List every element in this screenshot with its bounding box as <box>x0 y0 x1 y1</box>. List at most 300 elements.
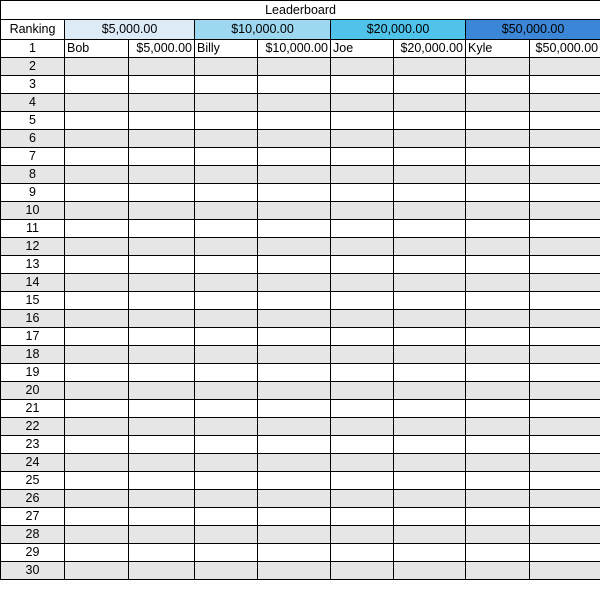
name-cell[interactable] <box>195 256 258 274</box>
name-cell[interactable] <box>331 400 394 418</box>
rank-cell[interactable]: 4 <box>1 94 65 112</box>
amount-cell[interactable] <box>394 472 466 490</box>
amount-cell[interactable] <box>394 508 466 526</box>
name-cell[interactable] <box>466 328 530 346</box>
name-cell[interactable] <box>331 562 394 580</box>
name-cell[interactable] <box>331 310 394 328</box>
amount-cell[interactable] <box>530 112 600 130</box>
amount-cell[interactable] <box>129 490 195 508</box>
name-cell[interactable] <box>331 202 394 220</box>
name-cell[interactable] <box>65 148 129 166</box>
amount-cell[interactable] <box>394 202 466 220</box>
amount-cell[interactable] <box>129 202 195 220</box>
name-cell[interactable] <box>195 166 258 184</box>
name-cell[interactable] <box>195 148 258 166</box>
rank-cell[interactable]: 27 <box>1 508 65 526</box>
rank-cell[interactable]: 18 <box>1 346 65 364</box>
amount-cell[interactable] <box>530 526 600 544</box>
name-cell[interactable] <box>331 58 394 76</box>
leaderboard-title-cell[interactable]: Leaderboard <box>1 1 600 20</box>
name-cell[interactable] <box>466 418 530 436</box>
name-cell[interactable] <box>331 274 394 292</box>
amount-cell[interactable] <box>530 58 600 76</box>
name-cell[interactable] <box>65 256 129 274</box>
amount-cell[interactable] <box>394 166 466 184</box>
table-row <box>1 148 600 166</box>
amount-cell[interactable] <box>129 274 195 292</box>
name-cell[interactable]: Billy <box>195 40 258 58</box>
name-cell[interactable] <box>65 76 129 94</box>
amount-cell[interactable] <box>394 148 466 166</box>
amount-cell[interactable] <box>129 292 195 310</box>
rank-cell[interactable]: 26 <box>1 490 65 508</box>
name-cell[interactable] <box>331 382 394 400</box>
name-cell[interactable] <box>65 490 129 508</box>
name-cell[interactable] <box>466 382 530 400</box>
amount-cell[interactable] <box>394 490 466 508</box>
rank-cell[interactable]: 8 <box>1 166 65 184</box>
amount-cell[interactable] <box>530 382 600 400</box>
amount-cell[interactable] <box>530 184 600 202</box>
name-cell[interactable] <box>65 418 129 436</box>
amount-cell[interactable] <box>258 508 331 526</box>
amount-cell[interactable] <box>129 112 195 130</box>
name-cell[interactable] <box>331 526 394 544</box>
name-cell[interactable] <box>466 454 530 472</box>
name-cell[interactable] <box>331 184 394 202</box>
amount-cell[interactable] <box>394 112 466 130</box>
amount-cell[interactable] <box>129 94 195 112</box>
name-cell[interactable] <box>65 526 129 544</box>
name-cell[interactable] <box>331 130 394 148</box>
name-cell[interactable] <box>466 166 530 184</box>
name-cell[interactable] <box>195 454 258 472</box>
name-cell[interactable]: Joe <box>331 40 394 58</box>
amount-cell[interactable] <box>394 544 466 562</box>
rank-cell[interactable]: 14 <box>1 274 65 292</box>
amount-cell[interactable] <box>258 58 331 76</box>
name-cell[interactable] <box>331 220 394 238</box>
name-cell[interactable] <box>466 364 530 382</box>
table-row <box>1 274 600 292</box>
rank-cell[interactable]: 28 <box>1 526 65 544</box>
name-cell[interactable] <box>195 544 258 562</box>
rank-cell[interactable]: 21 <box>1 400 65 418</box>
name-cell[interactable] <box>195 310 258 328</box>
name-cell[interactable] <box>195 418 258 436</box>
name-cell[interactable] <box>466 562 530 580</box>
name-cell[interactable] <box>466 76 530 94</box>
rank-cell[interactable]: 7 <box>1 148 65 166</box>
name-cell[interactable] <box>65 382 129 400</box>
table-row <box>1 346 600 364</box>
name-cell[interactable] <box>195 202 258 220</box>
name-cell[interactable] <box>65 112 129 130</box>
rank-cell[interactable]: 17 <box>1 328 65 346</box>
name-cell[interactable] <box>331 490 394 508</box>
rank-cell[interactable]: 29 <box>1 544 65 562</box>
amount-cell[interactable] <box>129 526 195 544</box>
name-cell[interactable] <box>331 238 394 256</box>
amount-cell[interactable] <box>394 418 466 436</box>
amount-cell[interactable] <box>394 310 466 328</box>
rank-cell[interactable]: 2 <box>1 58 65 76</box>
amount-cell[interactable] <box>394 328 466 346</box>
name-cell[interactable] <box>65 292 129 310</box>
amount-cell[interactable] <box>129 328 195 346</box>
name-cell[interactable]: Kyle <box>466 40 530 58</box>
name-cell[interactable] <box>331 328 394 346</box>
amount-cell[interactable] <box>258 544 331 562</box>
amount-cell[interactable] <box>258 400 331 418</box>
name-cell[interactable] <box>195 400 258 418</box>
rank-cell[interactable]: 19 <box>1 364 65 382</box>
table-row <box>1 220 600 238</box>
name-cell[interactable] <box>331 148 394 166</box>
name-cell[interactable] <box>331 508 394 526</box>
amount-cell[interactable] <box>530 418 600 436</box>
tier-header-cell-5000[interactable]: $5,000.00 <box>65 20 195 40</box>
name-cell[interactable] <box>195 328 258 346</box>
name-cell[interactable] <box>65 346 129 364</box>
amount-cell[interactable] <box>530 76 600 94</box>
amount-cell[interactable] <box>129 364 195 382</box>
name-cell[interactable] <box>466 112 530 130</box>
amount-cell[interactable] <box>530 292 600 310</box>
amount-cell[interactable] <box>258 364 331 382</box>
table-row <box>1 436 600 454</box>
amount-cell[interactable] <box>394 238 466 256</box>
name-cell[interactable] <box>65 544 129 562</box>
name-cell[interactable] <box>466 508 530 526</box>
name-cell[interactable] <box>195 112 258 130</box>
name-cell[interactable] <box>331 256 394 274</box>
name-cell[interactable] <box>466 472 530 490</box>
amount-cell[interactable] <box>129 256 195 274</box>
name-cell[interactable] <box>195 130 258 148</box>
amount-cell[interactable] <box>258 130 331 148</box>
table-row <box>1 202 600 220</box>
amount-cell[interactable] <box>258 94 331 112</box>
name-cell[interactable] <box>466 148 530 166</box>
rank-cell[interactable]: 12 <box>1 238 65 256</box>
amount-cell[interactable] <box>258 562 331 580</box>
amount-cell[interactable] <box>530 472 600 490</box>
amount-cell[interactable] <box>394 256 466 274</box>
name-cell[interactable] <box>331 292 394 310</box>
name-cell[interactable] <box>65 274 129 292</box>
amount-cell[interactable] <box>129 418 195 436</box>
table-row <box>1 94 600 112</box>
name-cell[interactable] <box>195 382 258 400</box>
amount-cell[interactable] <box>530 364 600 382</box>
amount-cell[interactable] <box>394 94 466 112</box>
name-cell[interactable] <box>65 184 129 202</box>
amount-cell[interactable] <box>258 346 331 364</box>
amount-cell[interactable] <box>258 184 331 202</box>
name-cell[interactable] <box>195 274 258 292</box>
amount-cell[interactable] <box>394 454 466 472</box>
name-cell[interactable] <box>466 274 530 292</box>
name-cell[interactable] <box>65 400 129 418</box>
amount-cell[interactable] <box>129 400 195 418</box>
amount-cell[interactable] <box>394 382 466 400</box>
name-cell[interactable] <box>466 436 530 454</box>
rank-cell[interactable]: 9 <box>1 184 65 202</box>
table-row <box>1 418 600 436</box>
name-cell[interactable] <box>466 346 530 364</box>
amount-cell[interactable] <box>394 130 466 148</box>
rank-cell[interactable]: 13 <box>1 256 65 274</box>
name-cell[interactable] <box>65 364 129 382</box>
name-cell[interactable] <box>466 292 530 310</box>
amount-cell[interactable] <box>258 148 331 166</box>
amount-cell[interactable]: $20,000.00 <box>394 40 466 58</box>
amount-cell[interactable] <box>129 58 195 76</box>
amount-cell[interactable] <box>129 472 195 490</box>
table-row <box>1 328 600 346</box>
amount-cell[interactable] <box>258 202 331 220</box>
amount-cell[interactable] <box>258 454 331 472</box>
name-cell[interactable] <box>331 454 394 472</box>
amount-cell[interactable] <box>530 238 600 256</box>
name-cell[interactable] <box>195 364 258 382</box>
amount-cell[interactable] <box>530 202 600 220</box>
amount-cell[interactable]: $5,000.00 <box>129 40 195 58</box>
name-cell[interactable] <box>195 562 258 580</box>
name-cell[interactable] <box>466 184 530 202</box>
amount-cell[interactable] <box>129 346 195 364</box>
amount-cell[interactable] <box>530 274 600 292</box>
table-row <box>1 292 600 310</box>
amount-cell[interactable] <box>129 220 195 238</box>
amount-cell[interactable] <box>530 562 600 580</box>
table-row <box>1 490 600 508</box>
amount-cell[interactable] <box>530 94 600 112</box>
amount-cell[interactable] <box>258 328 331 346</box>
amount-cell[interactable] <box>258 256 331 274</box>
rank-cell[interactable]: 6 <box>1 130 65 148</box>
ranking-header-cell[interactable]: Ranking <box>1 20 65 40</box>
name-cell[interactable] <box>65 310 129 328</box>
amount-cell[interactable] <box>129 76 195 94</box>
amount-cell[interactable] <box>530 490 600 508</box>
amount-cell[interactable] <box>258 292 331 310</box>
name-cell[interactable] <box>65 58 129 76</box>
name-cell[interactable] <box>331 436 394 454</box>
name-cell[interactable] <box>195 220 258 238</box>
name-cell[interactable] <box>466 526 530 544</box>
amount-cell[interactable] <box>394 436 466 454</box>
name-cell[interactable] <box>65 130 129 148</box>
name-cell[interactable] <box>65 436 129 454</box>
name-cell[interactable] <box>65 472 129 490</box>
amount-cell[interactable] <box>258 238 331 256</box>
rank-cell[interactable]: 5 <box>1 112 65 130</box>
rank-cell[interactable]: 24 <box>1 454 65 472</box>
rank-cell[interactable]: 1 <box>1 40 65 58</box>
amount-cell[interactable] <box>258 490 331 508</box>
name-cell[interactable] <box>195 346 258 364</box>
name-cell[interactable] <box>466 256 530 274</box>
tier-header-cell-50000[interactable]: $50,000.00 <box>466 20 600 40</box>
name-cell[interactable] <box>195 436 258 454</box>
amount-cell[interactable] <box>394 364 466 382</box>
name-cell[interactable] <box>331 166 394 184</box>
amount-cell[interactable]: $10,000.00 <box>258 40 331 58</box>
amount-cell[interactable] <box>258 310 331 328</box>
table-row <box>1 562 600 580</box>
rank-cell[interactable]: 23 <box>1 436 65 454</box>
name-cell[interactable] <box>466 310 530 328</box>
amount-cell[interactable] <box>258 166 331 184</box>
amount-cell[interactable] <box>394 76 466 94</box>
rank-cell[interactable]: 20 <box>1 382 65 400</box>
name-cell[interactable] <box>466 202 530 220</box>
name-cell[interactable] <box>466 544 530 562</box>
name-cell[interactable] <box>466 400 530 418</box>
amount-cell[interactable] <box>258 220 331 238</box>
name-cell[interactable] <box>195 490 258 508</box>
amount-cell[interactable] <box>394 58 466 76</box>
header-row <box>1 20 600 40</box>
name-cell[interactable] <box>331 76 394 94</box>
name-cell[interactable] <box>65 328 129 346</box>
name-cell[interactable] <box>65 166 129 184</box>
name-cell[interactable] <box>331 418 394 436</box>
amount-cell[interactable] <box>394 526 466 544</box>
amount-cell[interactable] <box>530 148 600 166</box>
name-cell[interactable] <box>195 292 258 310</box>
amount-cell[interactable] <box>129 436 195 454</box>
table-row <box>1 472 600 490</box>
rank-cell[interactable]: 10 <box>1 202 65 220</box>
name-cell[interactable] <box>331 346 394 364</box>
rank-cell[interactable]: 30 <box>1 562 65 580</box>
rank-cell[interactable]: 16 <box>1 310 65 328</box>
name-cell[interactable] <box>195 58 258 76</box>
name-cell[interactable] <box>331 472 394 490</box>
name-cell[interactable] <box>65 94 129 112</box>
amount-cell[interactable] <box>394 220 466 238</box>
name-cell[interactable] <box>65 454 129 472</box>
amount-cell[interactable] <box>129 184 195 202</box>
name-cell[interactable] <box>331 112 394 130</box>
name-cell[interactable] <box>466 220 530 238</box>
amount-cell[interactable] <box>530 346 600 364</box>
amount-cell[interactable] <box>129 148 195 166</box>
amount-cell[interactable] <box>258 274 331 292</box>
amount-cell[interactable] <box>129 562 195 580</box>
amount-cell[interactable] <box>258 382 331 400</box>
amount-cell[interactable]: $50,000.00 <box>530 40 600 58</box>
amount-cell[interactable] <box>530 310 600 328</box>
amount-cell[interactable] <box>530 544 600 562</box>
name-cell[interactable] <box>65 220 129 238</box>
name-cell[interactable] <box>195 472 258 490</box>
rank-cell[interactable]: 25 <box>1 472 65 490</box>
amount-cell[interactable] <box>129 130 195 148</box>
table-row <box>1 382 600 400</box>
amount-cell[interactable] <box>530 508 600 526</box>
table-row <box>1 400 600 418</box>
amount-cell[interactable] <box>394 292 466 310</box>
amount-cell[interactable] <box>129 166 195 184</box>
name-cell[interactable] <box>65 238 129 256</box>
name-cell[interactable] <box>331 544 394 562</box>
tier-header-cell-10000[interactable]: $10,000.00 <box>195 20 331 40</box>
name-cell[interactable] <box>466 130 530 148</box>
tier-header-cell-20000[interactable]: $20,000.00 <box>331 20 466 40</box>
rank-cell[interactable]: 11 <box>1 220 65 238</box>
amount-cell[interactable] <box>394 400 466 418</box>
amount-cell[interactable] <box>129 238 195 256</box>
name-cell[interactable] <box>65 508 129 526</box>
name-cell[interactable] <box>195 94 258 112</box>
table-row <box>1 238 600 256</box>
name-cell[interactable] <box>195 526 258 544</box>
amount-cell[interactable] <box>530 454 600 472</box>
table-row <box>1 526 600 544</box>
name-cell[interactable] <box>331 94 394 112</box>
name-cell[interactable] <box>65 562 129 580</box>
amount-cell[interactable] <box>530 328 600 346</box>
name-cell[interactable] <box>195 76 258 94</box>
amount-cell[interactable] <box>530 130 600 148</box>
name-cell[interactable] <box>195 508 258 526</box>
amount-cell[interactable] <box>530 256 600 274</box>
name-cell[interactable] <box>331 364 394 382</box>
name-cell[interactable]: Bob <box>65 40 129 58</box>
name-cell[interactable] <box>466 490 530 508</box>
amount-cell[interactable] <box>530 400 600 418</box>
table-row <box>1 508 600 526</box>
rank-cell[interactable]: 15 <box>1 292 65 310</box>
name-cell[interactable] <box>195 184 258 202</box>
table-row <box>1 454 600 472</box>
amount-cell[interactable] <box>530 166 600 184</box>
amount-cell[interactable] <box>129 508 195 526</box>
amount-cell[interactable] <box>258 472 331 490</box>
name-cell[interactable] <box>466 238 530 256</box>
amount-cell[interactable] <box>129 454 195 472</box>
rank-cell[interactable]: 22 <box>1 418 65 436</box>
amount-cell[interactable] <box>530 436 600 454</box>
amount-cell[interactable] <box>129 544 195 562</box>
amount-cell[interactable] <box>258 418 331 436</box>
name-cell[interactable] <box>466 94 530 112</box>
amount-cell[interactable] <box>129 310 195 328</box>
rank-cell[interactable]: 3 <box>1 76 65 94</box>
amount-cell[interactable] <box>394 346 466 364</box>
name-cell[interactable] <box>466 58 530 76</box>
amount-cell[interactable] <box>394 562 466 580</box>
table-row <box>1 310 600 328</box>
table-row <box>1 76 600 94</box>
amount-cell[interactable] <box>258 436 331 454</box>
amount-cell[interactable] <box>394 274 466 292</box>
amount-cell[interactable] <box>129 382 195 400</box>
amount-cell[interactable] <box>394 184 466 202</box>
name-cell[interactable] <box>195 238 258 256</box>
amount-cell[interactable] <box>530 220 600 238</box>
amount-cell[interactable] <box>258 76 331 94</box>
table-row <box>1 130 600 148</box>
table-row <box>1 40 600 58</box>
name-cell[interactable] <box>65 202 129 220</box>
amount-cell[interactable] <box>258 526 331 544</box>
amount-cell[interactable] <box>258 112 331 130</box>
